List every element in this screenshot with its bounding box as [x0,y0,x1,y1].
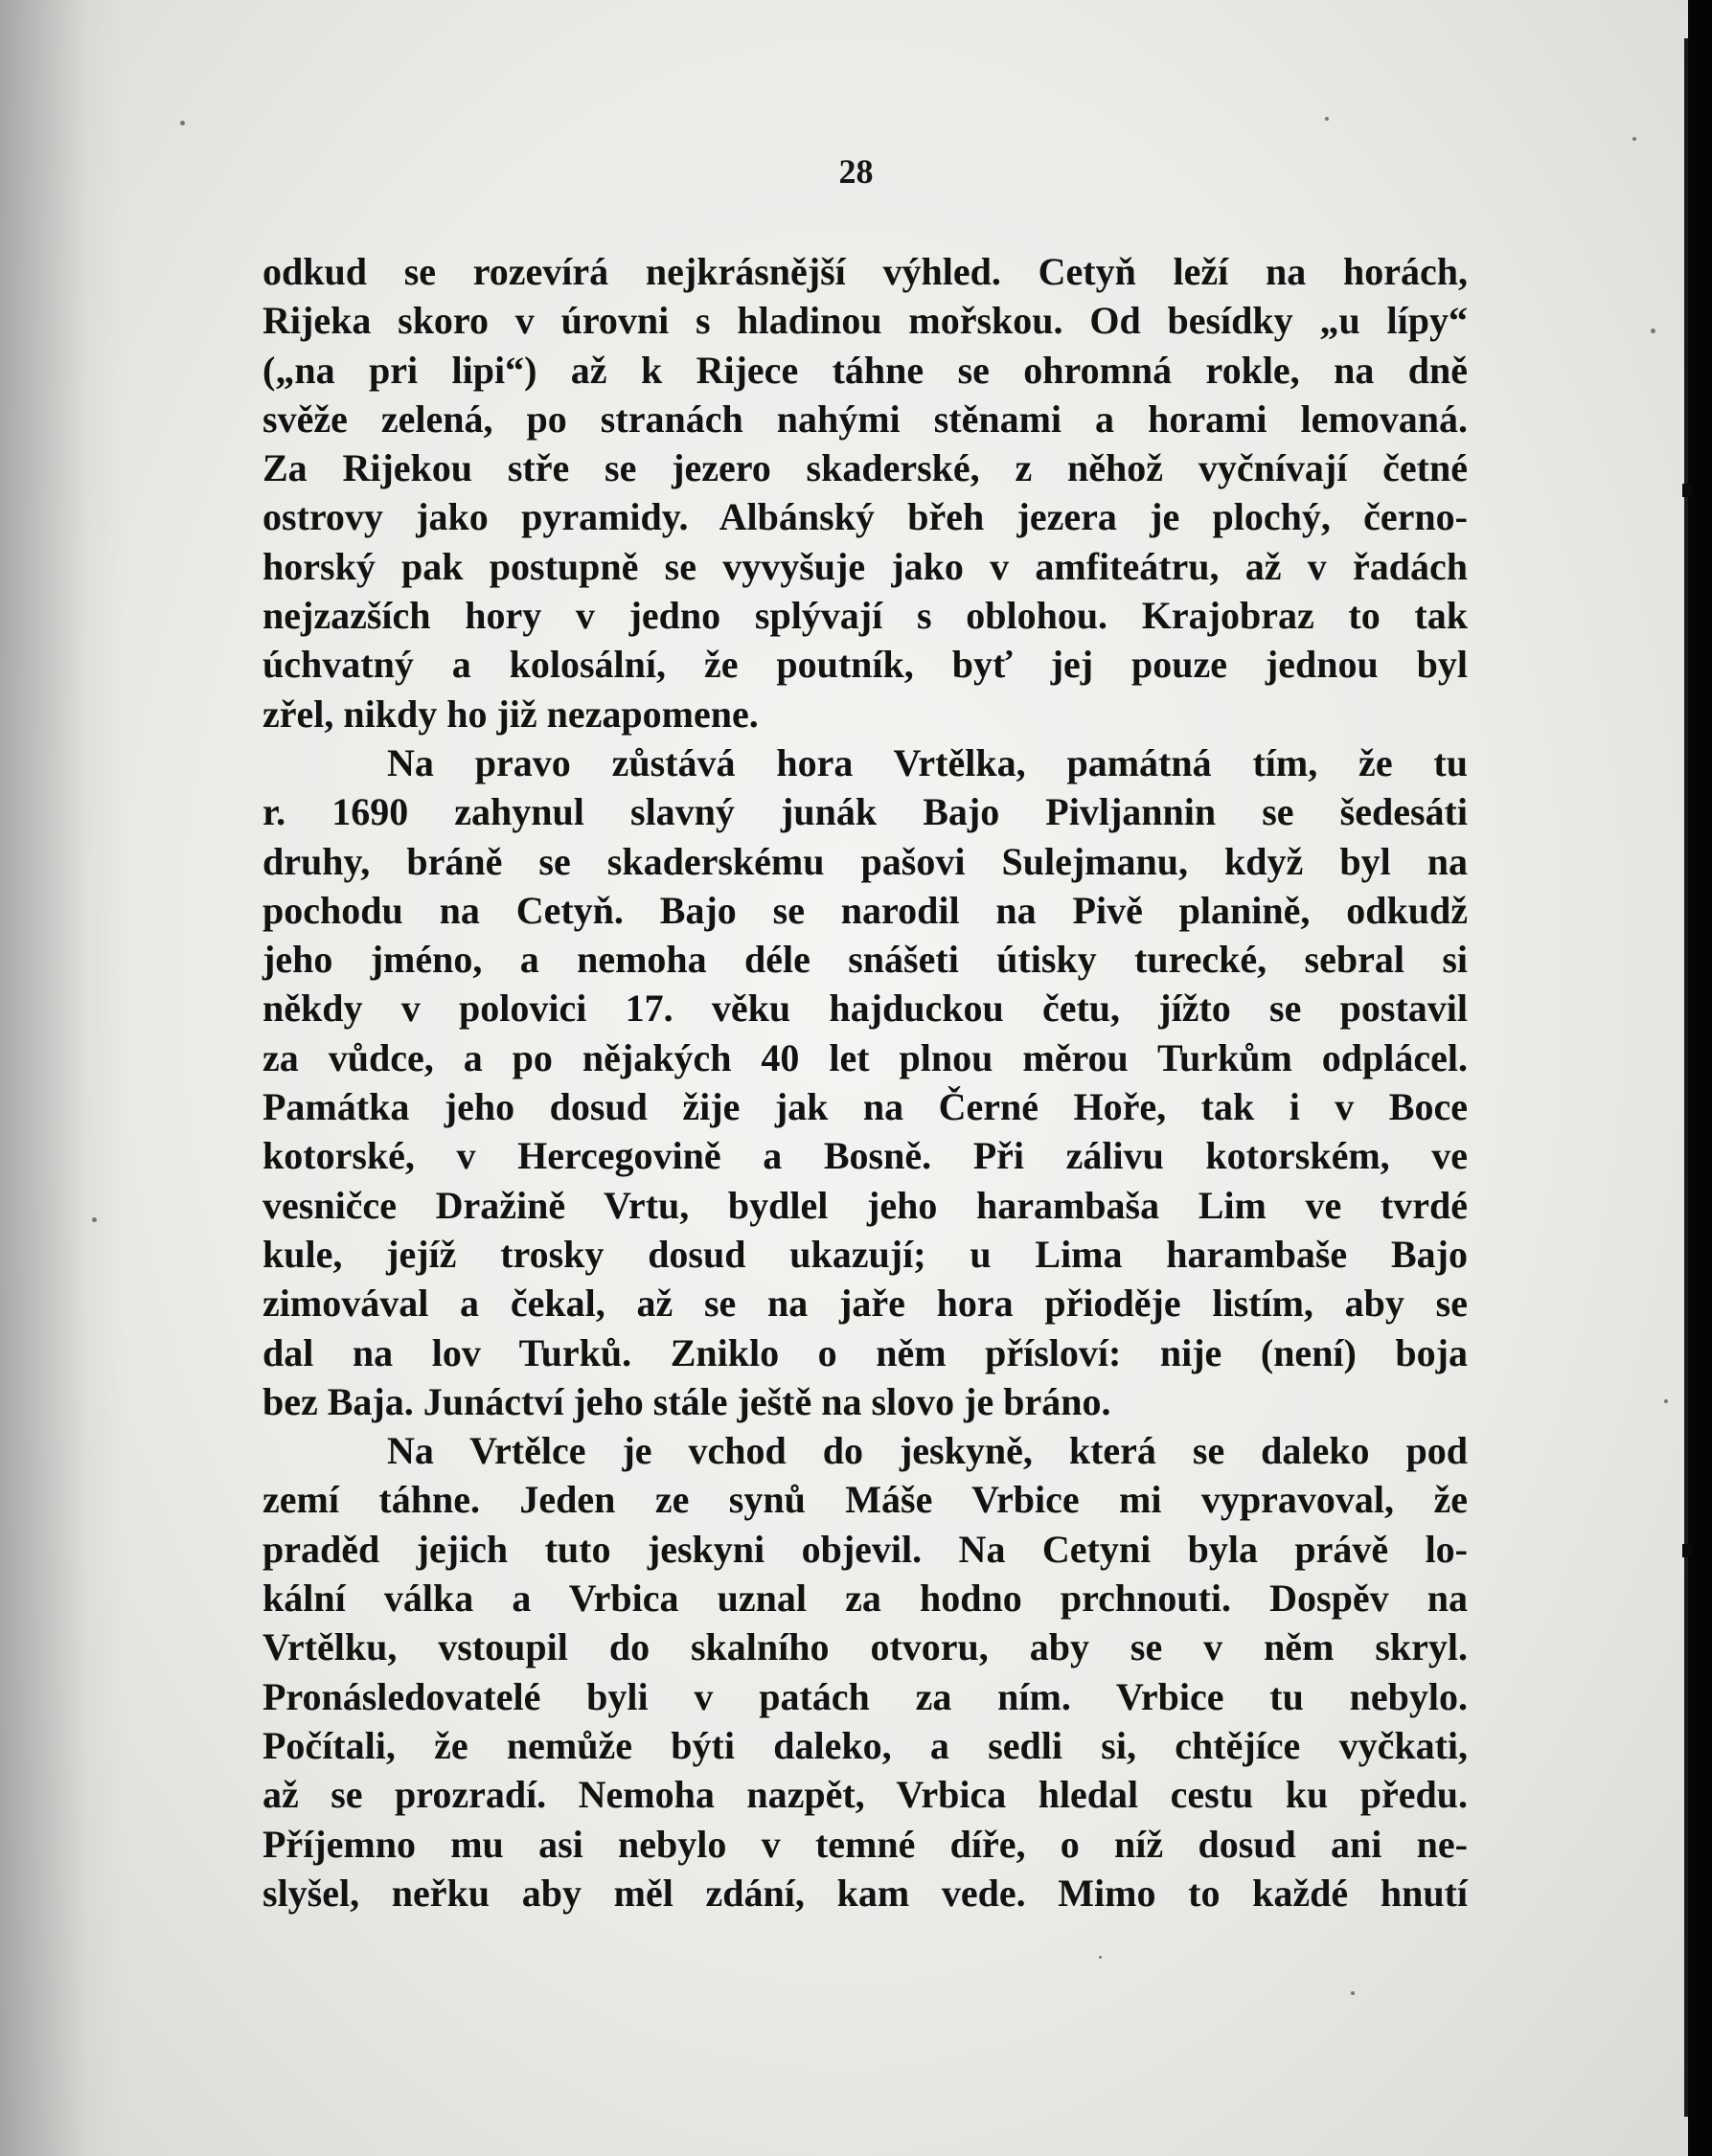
edge-notch [1682,1544,1692,1557]
text-line: Na pravo zůstává hora Vrtělka, památná tím, že tu [387,740,1468,784]
text-line: jeho jméno, a nemoha déle snášeti útisky turecké, sebral si [263,938,1468,982]
text-line: Pronásledovatelé byli v patách za ním. Vrbice tu nebylo. [263,1674,1468,1718]
text-line: praděd jejich tuto jeskyni objevil. Na Cetyni byla právě lo- [263,1527,1468,1571]
text-line: zřel, nikdy ho již nezapomene. [263,692,759,736]
text-line: odkud se rozevírá nejkrásnější výhled. Cetyň leží na horách, [263,250,1468,293]
scan-speck [1632,137,1636,141]
scan-speck [1099,1956,1102,1959]
paragraph [263,1426,1468,1918]
page-number: 28 [838,152,874,191]
edge-notch [1682,484,1692,497]
text-line: Za Rijekou stře se jezero skaderské, z něhož vyčnívají četné [263,446,1468,490]
scan-speck [1651,329,1655,333]
scan-speck [92,1217,97,1222]
text-line: vesničce Dražině Vrtu, bydlel jeho harambaša Lim ve tvrdé [263,1183,1468,1227]
scan-speck [1325,117,1329,121]
scan-border [1688,0,1712,2156]
text-line: slyšel, neřku aby měl zdání, kam vede. Mimo to každé hnutí [263,1871,1468,1915]
text-line: nejzazších hory v jedno splývají s oblohou. Krajobraz to tak [263,594,1468,638]
text-line: kule, jejíž trosky dosud ukazují; u Lima harambaše Bajo [263,1232,1468,1276]
text-line: kální válka a Vrbica uznal za hodno prchnouti. Dospěv na [263,1577,1468,1621]
text-line: bez Baja. Junáctví jeho stále ještě na slovo je bráno. [263,1379,1111,1423]
paragraph [263,247,1468,738]
scan-speck [180,121,185,125]
paragraph [263,738,1468,1426]
text-line: úchvatný a kolosální, že poutník, byť jej pouze jednou byl [263,643,1468,687]
scan-speck [1664,1399,1668,1403]
text-line: Počítali, že nemůže býti daleko, a sedli si, chtějíce vyčkati, [263,1723,1468,1767]
text-line: zemí táhne. Jeden ze synů Máše Vrbice mi vypravoval, že [263,1478,1468,1522]
text-line: zimovával a čekal, až se na jaře hora přioděje listím, aby se [263,1282,1468,1326]
text-line: („na pri lipi“) až k Rijece táhne se ohromná rokle, na dně [263,348,1468,392]
spine-shadow [0,0,125,2156]
text-line: až se prozradí. Nemoha nazpět, Vrbica hledal cestu ku předu. [263,1773,1468,1817]
text-line: dal na lov Turků. Zniklo o něm přísloví: nije (není) boja [263,1330,1468,1374]
scan-speck [1351,1991,1355,1995]
text-line: Na Vrtělce je vchod do jeskyně, která se daleko pod [387,1429,1468,1473]
text-line: někdy v polovici 17. věku hajduckou četu, jížto se postavil [263,987,1468,1031]
text-line: druhy, bráně se skaderskému pašovi Sulejmanu, když byl na [263,839,1468,883]
text-line: ostrovy jako pyramidy. Albánský břeh jezera je plochý, černo- [263,495,1468,539]
text-line: Vrtělku, vstoupil do skalního otvoru, aby se v něm skryl. [263,1625,1468,1669]
text-line: Rijeka skoro v úrovni s hladinou mořskou. Od besídky „u lípy“ [263,299,1468,343]
text-line: Památka jeho dosud žije jak na Černé Hoře, tak i v Boce [263,1085,1468,1129]
text-line: kotorské, v Hercegovině a Bosně. Při zálivu kotorském, ve [263,1134,1468,1178]
text-line: pochodu na Cetyň. Bajo se narodil na Pivě planině, odkudž [263,888,1468,932]
text-line: r. 1690 zahynul slavný junák Bajo Pivljannin se šedesáti [263,790,1468,834]
text-line: za vůdce, a po nějakých 40 let plnou měrou Turkům odplácel. [263,1035,1468,1079]
body-text [263,247,1468,1918]
text-line: Příjemno mu asi nebylo v temné díře, o níž dosud ani ne- [263,1822,1468,1866]
text-line: svěže zelená, po stranách nahými stěnami a horami lemovaná. [263,397,1468,441]
text-line: horský pak postupně se vyvyšuje jako v amfiteátru, až v řadách [263,544,1468,588]
